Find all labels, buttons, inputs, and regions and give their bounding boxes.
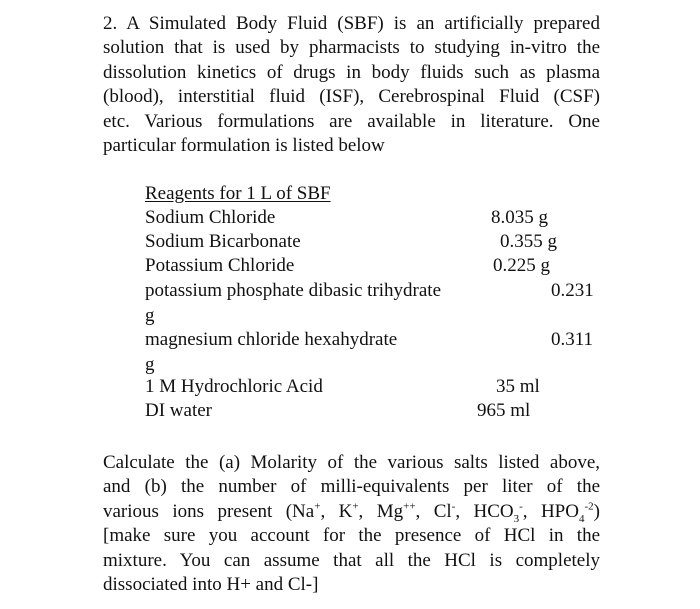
reagent-name: magnesium chloride hexahydrate (145, 329, 398, 350)
ion-text: various ions present (Na (103, 500, 315, 522)
ion-text: , Mg (358, 500, 404, 522)
reagent-name: g (145, 354, 155, 375)
reagent-amount: 35 ml (496, 376, 540, 397)
question-line: [make sure you account for the presence of HCl in the (103, 525, 600, 547)
ion-text: , Cl (415, 500, 452, 522)
reagent-amount: 965 ml (477, 400, 531, 421)
question-line: dissociated into H+ and Cl-] (103, 574, 319, 596)
charge-sup: - (519, 500, 523, 513)
intro-line: etc. Various formulations are available in literature. One (103, 110, 600, 132)
ion-text: , HPO (522, 500, 579, 522)
reagent-name: Sodium Bicarbonate (145, 231, 301, 252)
formula-sub: 3 (513, 512, 520, 525)
question-line: Calculate the (a) Molarity of the various salts listed above, (103, 452, 600, 473)
intro-paragraph (103, 12, 600, 158)
intro-line: dissolution kinetics of drugs in body fluids such as plasma (103, 61, 600, 83)
intro-line: (blood), interstitial fluid (ISF), Cerebrospinal Fluid (CSF) (103, 86, 600, 108)
reagent-amount: 0.311 (551, 329, 594, 350)
reagent-amount: 0.225 g (493, 255, 550, 276)
question-line: mixture. You can assume that all the HCl is completely (103, 549, 600, 571)
reagent-amount: 0.231 (551, 280, 594, 301)
charge-sup: -2 (584, 500, 594, 513)
reagent-amount: 8.035 g (491, 207, 548, 228)
reagent-name: potassium phosphate dibasic trihydrate (145, 280, 442, 301)
reagent-name: Sodium Chloride (145, 207, 276, 228)
ion-text: ) (593, 500, 600, 522)
ion-text: , HCO (455, 500, 514, 522)
intro-line: particular formulation is listed below (103, 135, 385, 157)
charge-sup: + (352, 500, 359, 513)
ion-text: , K (320, 500, 353, 522)
intro-line: 2. A Simulated Body Fluid (SBF) is an artificially prepared (103, 13, 600, 34)
question-line: and (b) the number of milli-equivalents per liter of the (103, 476, 600, 498)
reagents-header: Reagents for 1 L of SBF (145, 183, 331, 204)
question-paragraph (103, 451, 600, 597)
reagent-name: g (145, 305, 155, 326)
charge-sup: ++ (403, 500, 416, 513)
reagent-name: 1 M Hydrochloric Acid (145, 376, 323, 397)
charge-sup: + (314, 500, 321, 513)
charge-sup: - (451, 500, 456, 513)
formula-sub: 4 (578, 512, 585, 525)
reagent-name: DI water (145, 400, 212, 421)
intro-line: solution that is used by pharmacists to studying in-vitro the (103, 37, 600, 59)
question-ions-line (103, 500, 600, 524)
reagent-amount: 0.355 g (500, 231, 557, 252)
reagent-name: Potassium Chloride (145, 255, 295, 276)
